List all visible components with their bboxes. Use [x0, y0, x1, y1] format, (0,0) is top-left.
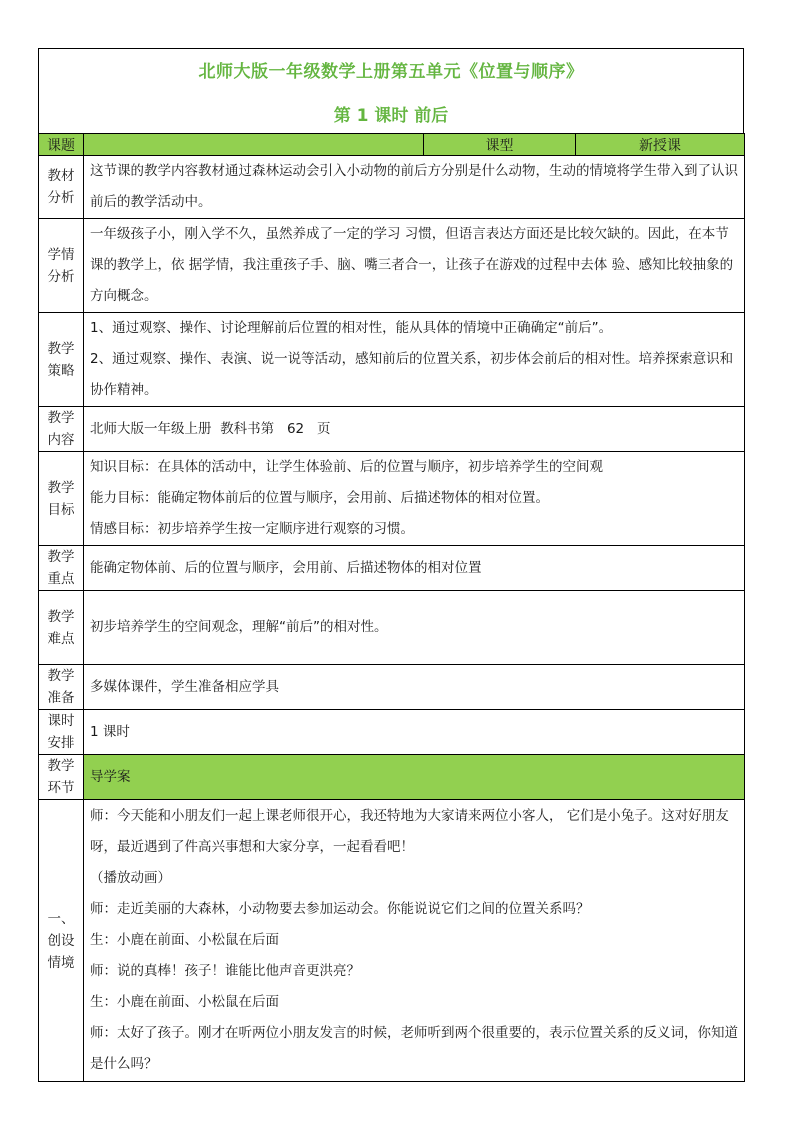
- row-label: 教学 目标: [39, 452, 84, 546]
- row-students: [39, 219, 745, 313]
- teaching-preparation: 多媒体课件，学生准备相应学具: [84, 665, 745, 710]
- document-title: 北师大版一年级数学上册第五单元《位置与顺序》: [198, 62, 584, 82]
- row-content: [39, 407, 745, 452]
- type-label: 课型: [424, 134, 576, 156]
- teaching-difficulty: 初步培养学生的空间观念，理解“前后”的相对性。: [84, 591, 745, 665]
- dialogue-line: 师：今天能和小朋友们一起上课老师很开心，我还特地为大家请来两位小客人， 它们是小兔子。这对好朋友呀，最近遇到了件高兴事想和大家分享，一起看看吧！: [90, 808, 729, 855]
- lesson-subtitle: 第 1 课时 前后: [333, 106, 449, 126]
- type-value: 新授课: [576, 134, 745, 156]
- textbook-analysis: 这节课的教学内容教材通过森林运动会引入小动物的前后方分别是什么动物，生动的情境将学生带入到了认识前后的教学活动中。: [84, 156, 745, 219]
- dialogue-line: 生：小鹿在前面、小松鼠在后面: [90, 994, 279, 1010]
- row-label: 课时 安排: [39, 710, 84, 755]
- teaching-content: 北师大版一年级上册 教科书第 62 页: [84, 407, 745, 452]
- topic-value: [84, 134, 424, 156]
- teaching-goals: 知识目标：在具体的活动中，让学生体验前、后的位置与顺序，初步培养学生的空间观 能力目标：能确定物体前后的位置与顺序，会用前、后描述物体的相对位置。 情感目标：初步培养学生按一定顺序进行观察的习惯。: [84, 452, 745, 546]
- dialogue-line: 师：走近美丽的大森林，小动物要去参加运动会。你能说说它们之间的位置关系吗？: [90, 901, 590, 917]
- teaching-stage: 导学案: [84, 755, 745, 800]
- teaching-strategy: 1、通过观察、操作、讨论理解前后位置的相对性，能从具体的情境中正确确定“前后”。 2、通过观察、操作、表演、说一说等活动，感知前后的位置关系，初步体会前后的相对性。培养探索意识和协作精神。: [84, 313, 745, 407]
- row-label: 教学 环节: [39, 755, 84, 800]
- row-key: [39, 546, 745, 591]
- title-block: [38, 48, 744, 133]
- row-scenario: [39, 800, 745, 1082]
- dialogue-line: （播放动画）: [90, 870, 171, 886]
- row-schedule: [39, 710, 745, 755]
- row-label: 一、 创设 情境: [39, 800, 84, 1082]
- topic-label: 课题: [39, 134, 84, 156]
- dialogue-line: 师：说的真棒！孩子！谁能比他声音更洪亮？: [90, 963, 360, 979]
- row-strategy: [39, 313, 745, 407]
- student-analysis: 一年级孩子小，刚入学不久，虽然养成了一定的学习 习惯，但语言表达方面还是比较欠缺的。因此，在本节课的教学上，依 据学情，我注重孩子手、脑、嘴三者合一，让孩子在游戏的过程中去体 验、感知比较抽象的方向概念。: [84, 219, 745, 313]
- scenario-dialogue: [84, 800, 745, 1082]
- lesson-plan-table: [38, 133, 745, 1082]
- row-label: 教材 分析: [39, 156, 84, 219]
- row-label: 教学 准备: [39, 665, 84, 710]
- dialogue-line: 生：小鹿在前面、小松鼠在后面: [90, 932, 279, 948]
- row-label: 教学 内容: [39, 407, 84, 452]
- teaching-key-points: 能确定物体前、后的位置与顺序，会用前、后描述物体的相对位置: [84, 546, 745, 591]
- lesson-schedule: 1 课时: [84, 710, 745, 755]
- row-label: 教学 重点: [39, 546, 84, 591]
- row-stage: [39, 755, 745, 800]
- dialogue-line: 师：太好了孩子。刚才在听两位小朋友发言的时候，老师听到两个很重要的，表示位置关系的反义词，你知道是什么吗？: [90, 1025, 738, 1072]
- row-label: 学情 分析: [39, 219, 84, 313]
- lesson-plan-sheet: [38, 48, 744, 1082]
- row-textbook: [39, 156, 745, 219]
- row-label: 教学 策略: [39, 313, 84, 407]
- row-prep: [39, 665, 745, 710]
- row-goals: [39, 452, 745, 546]
- row-difficulty: [39, 591, 745, 665]
- row-label: 教学 难点: [39, 591, 84, 665]
- header-row: [39, 134, 745, 156]
